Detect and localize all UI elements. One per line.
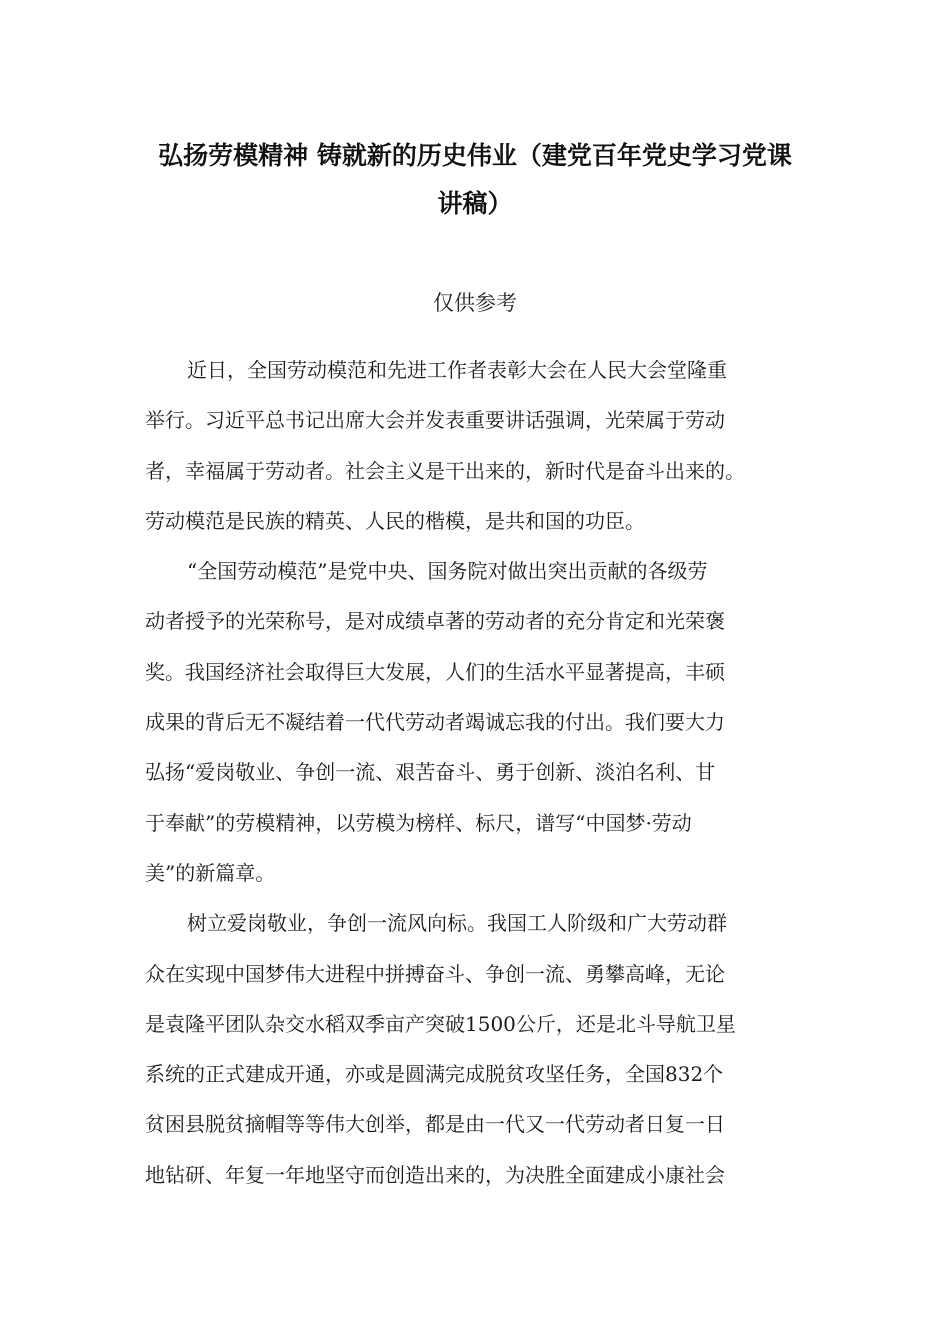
paragraph-line: 系统的正式建成开通，亦或是圆满完成脱贫攻坚任务，全国832个 — [145, 1062, 724, 1087]
paragraph-line: 劳动模范是民族的精英、人民的楷模，是共和国的功臣。 — [145, 508, 645, 533]
paragraph-line: 举行。习近平总书记出席大会并发表重要讲话强调，光荣属于劳动 — [145, 408, 725, 433]
paragraph-line: 树立爱岗敬业，争创一流风向标。我国工人阶级和广大劳动群 — [187, 911, 727, 936]
document-title-line-1: 弘扬劳模精神 铸就新的历史伟业（建党百年党史学习党课 — [158, 141, 792, 170]
paragraph-line: “全国劳动模范”是党中央、国务院对做出突出贡献的各级劳 — [187, 559, 708, 584]
paragraph-line: 弘扬“爱岗敬业、争创一流、艰苦奋斗、勇于创新、淡泊名利、甘 — [145, 760, 716, 785]
paragraph-line: 众在实现中国梦伟大进程中拼搏奋斗、争创一流、勇攀高峰，无论 — [145, 961, 725, 986]
paragraph-line: 美”的新篇章。 — [145, 860, 276, 885]
paragraph-line: 者，幸福属于劳动者。社会主义是干出来的，新时代是奋斗出来的。 — [145, 458, 745, 483]
paragraph-line: 贫困县脱贫摘帽等等伟大创举，都是由一代又一代劳动者日复一日 — [145, 1112, 725, 1137]
paragraph-line: 地钻研、年复一年地坚守而创造出来的，为决胜全面建成小康社会 — [145, 1162, 725, 1187]
document-subtitle: 仅供参考 — [433, 291, 517, 315]
document-body — [145, 345, 815, 1200]
paragraph-line: 于奉献”的劳模精神，以劳模为榜样、标尺，谱写“中国梦·劳动 — [145, 810, 692, 835]
paragraph-line: 动者授予的光荣称号，是对成绩卓著的劳动者的充分肯定和光荣褒 — [145, 609, 725, 634]
paragraph-line: 奖。我国经济社会取得巨大发展，人们的生活水平显著提高，丰硕 — [145, 659, 725, 684]
paragraph-line: 成果的背后无不凝结着一代代劳动者竭诚忘我的付出。我们要大力 — [145, 710, 725, 735]
paragraph-line: 是袁隆平团队杂交水稻双季亩产突破1500公斤，还是北斗导航卫星 — [145, 1011, 736, 1036]
document-title-line-2: 讲稿） — [437, 189, 513, 218]
paragraph-line: 近日，全国劳动模范和先进工作者表彰大会在人民大会堂隆重 — [187, 358, 727, 382]
